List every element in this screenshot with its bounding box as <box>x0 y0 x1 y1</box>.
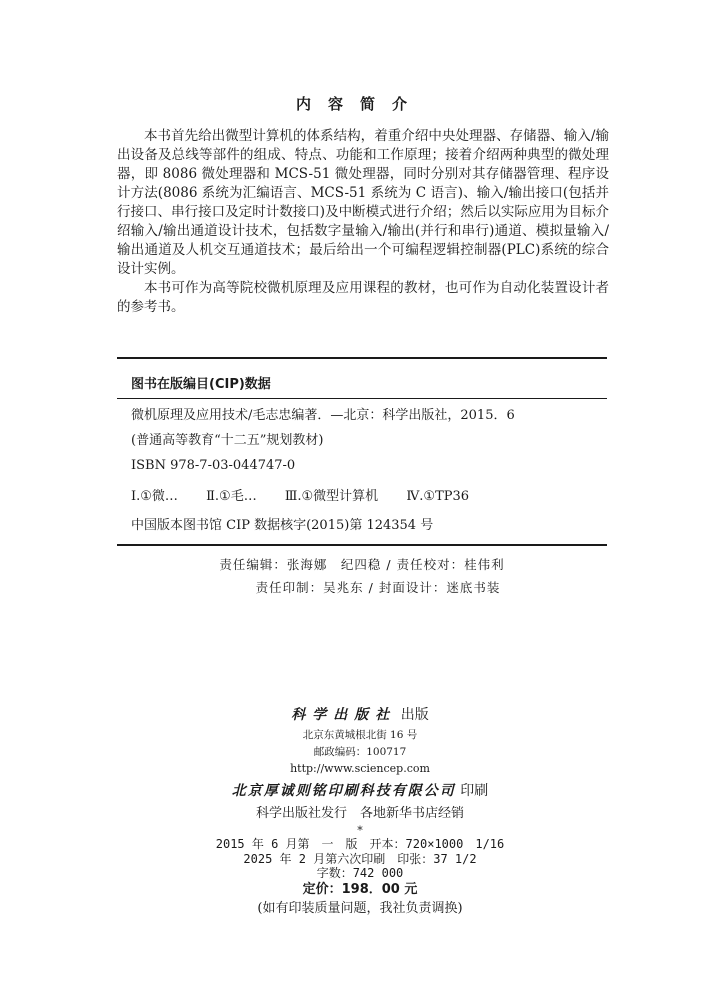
publication-info <box>0 703 720 919</box>
cip-body <box>117 403 607 538</box>
edition-line-2: 2025 年 2 月第六次印刷 印张：37 1/2 <box>243 851 477 866</box>
price: 定价：198．00 元 <box>302 881 418 897</box>
cip-class-4: Ⅳ.①TP36 <box>406 489 470 504</box>
edition-line-1: 2015 年 6 月第 一 版 开本：720×1000 1/16 <box>215 837 505 851</box>
cip-bottom-rule <box>117 544 607 546</box>
publisher-action: 出版 <box>400 707 429 723</box>
publisher-name: 科学出版社 <box>291 707 397 723</box>
printer-name: 北京厚诚则铭印刷科技有限公司 <box>231 783 456 799</box>
publisher-address: 北京东黄城根北街 16 号 <box>302 729 418 741</box>
cip-divider <box>117 398 607 399</box>
cip-class-1: Ⅰ.①微… <box>131 489 178 504</box>
printer-action: 印刷 <box>460 783 489 799</box>
cip-approval: 中国版本图书馆 CIP 数据核字(2015)第 124354 号 <box>131 518 434 533</box>
cip-class-2: Ⅱ.①毛… <box>206 489 257 504</box>
editors-line-2: 责任印制：吴兆东 / 封面设计：迷底书装 <box>255 580 501 595</box>
cip-title-line: 微机原理及应用技术/毛志忠编著．—北京：科学出版社，2015．6 <box>131 408 515 423</box>
word-count: 字数：742 000 <box>316 866 404 880</box>
publisher-line <box>0 703 720 727</box>
publisher-postcode: 邮政编码：100717 <box>313 746 407 758</box>
editors-line-1: 责任编辑：张海娜 纪四稳 / 责任校对：桂伟利 <box>219 557 505 572</box>
cip-class-3: Ⅲ.①微型计算机 <box>284 489 379 504</box>
cip-isbn: ISBN 978-7-03-044747-0 <box>131 458 296 473</box>
summary-text <box>117 127 609 317</box>
publisher-url: http://www.sciencep.com <box>290 762 430 775</box>
cip-block <box>117 357 607 546</box>
quality-note: (如有印装质量问题，我社负责调换) <box>257 900 463 916</box>
editorial-credits <box>0 553 720 599</box>
cip-heading: 图书在版编目(CIP)数据 <box>131 377 271 392</box>
summary-paragraph-2: 本书可作为高等院校微机原理及应用课程的教材，也可作为自动化装置设计者的参考书。 <box>117 280 609 315</box>
distribution-line: 科学出版社发行 各地新华书店经销 <box>255 806 464 821</box>
summary-paragraph-1: 本书首先给出微型计算机的体系结构，着重介绍中央处理器、存储器、输入/输出设备及总线等部件的组成、特点、功能和工作原理；接着介绍两种典型的微处理器，即 8086 微处理器和 MCS-51 微处理器，同时分别对其存储器管理、程序设计方法(8086 系统为汇编语言、MCS-51 系统为 C 语言)、输入/输出接口(包括并行接口、串行接口及定时计数接口)及中断模式进行介绍；然后以实际应用为目标介绍输入/输出通道设计技术，包括数字量输入/输出(并行和串行)通道、模拟量输入/输出通道及人机交互通道技术；最后给出一个可编程逻辑控制器(PLC)系统的综合设计实例。 <box>117 128 609 277</box>
cip-series-line: (普通高等教育“十二五”规划教材) <box>131 433 324 448</box>
summary-title: 内容简介 <box>295 95 424 113</box>
printer-line <box>0 779 720 803</box>
cip-classification <box>131 484 607 509</box>
separator-star: * <box>357 824 363 837</box>
